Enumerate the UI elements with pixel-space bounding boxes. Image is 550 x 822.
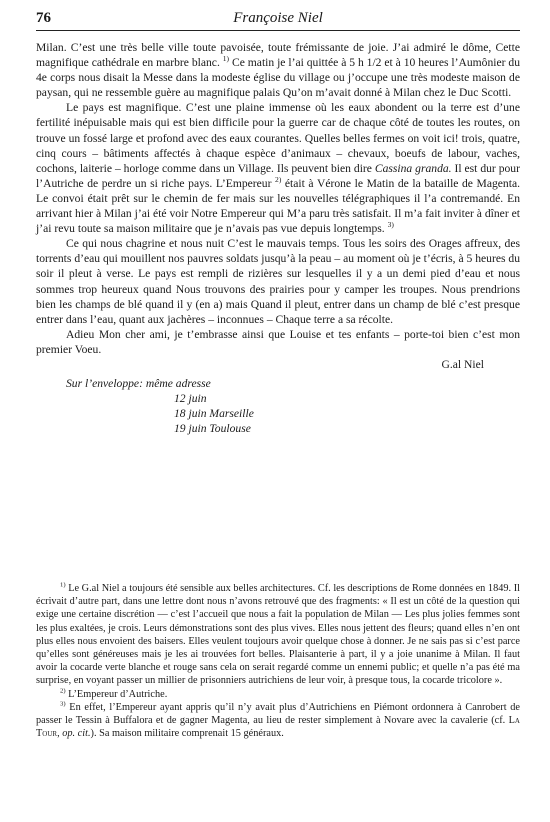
signature-row	[36, 357, 520, 374]
footnotes	[36, 582, 520, 740]
letter-body	[36, 40, 520, 436]
envelope-date: 18 juin Marseille	[174, 406, 254, 420]
footnote-text: En effet, l’Empereur ayant appris qu’il n’y avait plus d’Autrichiens en Piémont ordonnera à Canrobert de passer le Tessin à Buffalora et de gagner Magenta, au lieu de rester simplement à Novare avec la cavalerie (cf.	[36, 701, 520, 727]
footnote-marker: 2)	[60, 687, 66, 695]
footnote-ref-2: 2)	[275, 174, 282, 184]
paragraph-2	[36, 100, 520, 236]
paragraph-2-end: était à Vérone le Matin de la bataille de Magenta. Le convoi était prêt sur le chemin de fer mais sur les nouvelles télégraphiques il l’a contremandé. En arrivant hier à Milan j’ai été voir Notre Empereur qui M’a paru très satisfait. Il m’a fait inviter à dîner et j’ai revu toute sa maison militaire que je n’avais pas vue depuis longtemps.	[36, 176, 520, 236]
footnote-text: L’Empereur d’Autriche.	[68, 688, 168, 700]
footnote-marker: 3)	[60, 700, 66, 708]
header-rule	[36, 30, 520, 31]
running-title: Françoise Niel	[233, 10, 323, 26]
paragraph-1-continued: Ce matin je l’ai quittée à 5 h 1/2 et à 10 heures l’Aumônier du 4e corps nous disait la Messe dans la modeste église du village ou j’occupe une très modeste maison de paysan, qui ne ressemble guère au magnifique palais Qu’on m’avait donné à Milan chez le Duc Scotti.	[36, 56, 520, 100]
page-number: 76	[36, 10, 51, 26]
footnote-ref-1: 1)	[222, 54, 230, 64]
envelope-date: 19 juin Toulouse	[174, 421, 251, 435]
paragraph-1	[36, 40, 520, 100]
page-header	[36, 10, 520, 32]
signature: G.al Niel	[441, 357, 484, 371]
envelope-label: Sur l’enveloppe: même adresse	[66, 376, 211, 390]
cassina-granda-term: Cassina granda.	[374, 161, 452, 175]
footnote-marker: 1)	[60, 581, 66, 589]
cited-author: La Tour,	[36, 715, 520, 740]
paragraph-3: Ce qui nous chagrine et nous nuit C’est le mauvais temps. Tous les soirs des Orages affreux, des torrents d’eau qui mouillent nos pauvres soldats jusqu’à la peau – au moment où je t’écris, à 5 heures du soir il pleut à verse. Le pays est rempli de rizières sur lesquelles il y a un demi pied d’eau et nous sommes trop heureux quand Nous trouvons des prairies pour y camper les troupes. Nous prendrions bien les champs de blé quand il y (en a) mais Quand il pleut, entrer dans un champ de blé c’est presque entrer dans l’eau, quant aux jachères – inconnues – Chaque terre a sa récolte.	[36, 237, 520, 326]
paragraph-1-text: Milan. C’est une très belle ville toute pavoisée, toute frémissante de joie. J’ai admiré le dôme, Cette magnifique cathédrale en marbre blanc.	[36, 41, 520, 70]
envelope-note	[36, 376, 520, 436]
footnote-text: Le G.al Niel a toujours été sensible aux belles architectures. Cf. les descriptions de Rome données en 1849. Il écrivait d’autre part, dans une lettre dont nous n’avons retrouvé que des fragments: « Il est un côté de la question qui exige une certaine discrétion — c’est l’accueil que nous a fait la population de Milan — Les plus jolies femmes sont les plus exaltées, je crois. Leurs démonstrations sont des plus vives. Elles nous jettent des fleurs; quand elles n’en ont plus elles nous envoient des baisers. Elles veulent toujours avoir quelque chose à donner. Je ne sais pas si c’est parce qu’elles sont généreuses mais je les ai trouvées fort belles. Plaisanterie à part, il y a joie unanime à Milan. Il faut avoir la cocarde verte blanche et rouge sans cela on serait regardé comme un ennemi public; et quelle n’a pas été ma surprise, en voyant passer un millier de prisonniers autrichiens de leur voir, à presque tous, la cocarde tricolore ».	[36, 583, 520, 687]
footnote-2	[36, 688, 520, 701]
paragraph-2-middle: Il est dur pour l’Autriche de perdre un si riche pays. L’Empereur	[36, 161, 520, 190]
footnote-tail: ). Sa maison militaire comprenait 15 généraux.	[90, 728, 284, 740]
paragraph-2-text: Le pays est magnifique. C’est une plaine immense où les eaux abondent ou la terre est d’une fertilité inépuisable mais qui est bien difficile pour la guerre car de chaque côté de toutes les routes, on trouve un fossé large et profond avec des eaux courantes. Quelles belles fermes on voit ici! trois, quatre, cinq cours – bâtiments affectés à chaque espèce d’animaux – chevaux, boeufs de labour, vaches, cochons, laiterie – horloge comme dans un Village. Ils peuvent bien dire	[36, 101, 520, 175]
footnote-ref-3: 3)	[387, 220, 394, 230]
paragraph-4: Adieu Mon cher ami, je t’embrasse ainsi que Louise et tes enfants – porte-toi bien c’est mon premier Voeu.	[36, 327, 520, 356]
cited-work: op. cit.	[62, 728, 91, 740]
envelope-dates	[66, 391, 520, 436]
footnote-3	[36, 701, 520, 741]
footnote-1	[36, 582, 520, 688]
envelope-date: 12 juin	[174, 391, 207, 405]
